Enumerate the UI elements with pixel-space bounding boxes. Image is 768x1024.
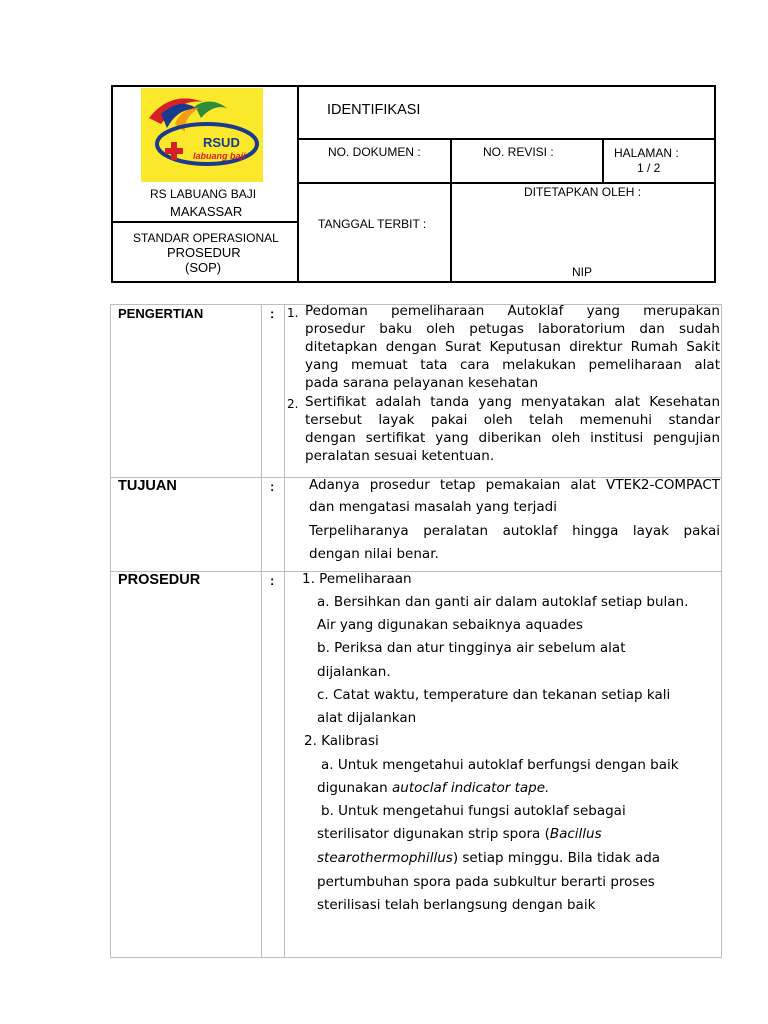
prosedur-colon: : (270, 573, 275, 588)
pengertian-item-1-line: prosedur baku oleh petugas laboratorium dan sudah (305, 321, 720, 337)
tanggal-terbit-label: TANGGAL TERBIT : (318, 217, 427, 231)
tujuan-line: dengan nilai benar. (309, 546, 439, 562)
hospital-logo (141, 88, 263, 182)
header-divider (297, 182, 716, 184)
pengertian-item-2-line: dengan sertifikat yang diberikan oleh institusi pengujian (305, 430, 720, 446)
pengertian-item-2-line: tersebut layak pakai oleh telah memenuhi standar (305, 412, 720, 428)
pengertian-item-1-line: yang memuat tata cara melakukan pemeliharaan alat (305, 357, 720, 373)
prosedur-text: sterilisator digunakan strip spora ( (317, 826, 550, 842)
pengertian-item-2-line: peralatan sesuai ketentuan. (305, 448, 495, 464)
header-divider (111, 221, 298, 223)
prosedur-italic-text: Bacillus (549, 826, 602, 842)
pengertian-item-2-line: Sertifikat adalah tanda yang menyatakan alat Kesehatan (305, 394, 720, 410)
logo-text-rsud: RSUD (203, 135, 240, 150)
tujuan-line: Adanya prosedur tetap pemakaian alat VTEK2-COMPACT (309, 477, 720, 493)
header-divider (450, 139, 452, 283)
prosedur-line (317, 780, 549, 796)
prosedur-label: PROSEDUR (118, 572, 201, 588)
list-number: 2. (287, 397, 299, 411)
table-divider (284, 304, 285, 958)
hospital-name: RS LABUANG BAJI (150, 187, 257, 201)
prosedur-line: a. Bersihkan dan ganti air dalam autoklaf setiap bulan. (317, 594, 689, 610)
halaman-label: HALAMAN : (614, 146, 679, 160)
nip-label: NIP (572, 265, 593, 279)
prosedur-line: sterilisasi telah berlangsung dengan baik (317, 897, 596, 913)
prosedur-italic-text: autoclaf indicator tape. (391, 780, 550, 796)
prosedur-line: alat dijalankan (317, 710, 417, 726)
prosedur-line: 2. Kalibrasi (304, 733, 379, 749)
hospital-city: MAKASSAR (170, 204, 243, 219)
pengertian-label: PENGERTIAN (118, 306, 204, 321)
header-divider (297, 138, 716, 140)
tujuan-colon: : (270, 479, 275, 494)
prosedur-text: ) setiap minggu. Bila tidak ada (452, 850, 661, 866)
prosedur-line: a. Untuk mengetahui autoklaf berfungsi dengan baik (321, 757, 679, 773)
prosedur-line: b. Periksa dan atur tingginya air sebelum alat (317, 640, 626, 656)
prosedur-line: pertumbuhan spora pada subkultur berarti proses (317, 874, 655, 890)
prosedur-line: dijalankan. (317, 664, 391, 680)
prosedur-line (317, 826, 602, 842)
prosedur-text: digunakan (317, 780, 392, 796)
sop-title-line1: STANDAR OPERASIONAL (133, 231, 279, 245)
sop-title-line2: PROSEDUR (167, 245, 241, 260)
ditetapkan-oleh-label: DITETAPKAN OLEH : (524, 185, 642, 199)
pengertian-item-1-line: ditetapkan dengan Surat Keputusan direktur Rumah Sakit (305, 339, 720, 355)
header-divider (602, 139, 604, 183)
header-divider (297, 85, 299, 283)
pengertian-item-1-line: pada sarana pelayanan kesehatan (305, 375, 538, 391)
prosedur-line: 1. Pemeliharaan (302, 571, 412, 587)
halaman-value: 1 / 2 (637, 161, 661, 175)
list-number: 1. (287, 306, 299, 320)
pengertian-item-1-line: Pedoman pemeliharaan Autoklaf yang merupakan (305, 303, 720, 319)
prosedur-italic-text: stearothermophillus (317, 850, 453, 866)
tujuan-line: Terpeliharanya peralatan autoklaf hingga layak pakai (309, 523, 720, 539)
table-divider (261, 304, 262, 958)
tujuan-label: TUJUAN (118, 478, 177, 494)
prosedur-line: Air yang digunakan sebaiknya aquades (317, 617, 583, 633)
no-dokumen-label: NO. DOKUMEN : (328, 145, 421, 159)
table-divider (110, 571, 722, 572)
no-revisi-label: NO. REVISI : (483, 145, 554, 159)
prosedur-line: b. Untuk mengetahui fungsi autoklaf sebagai (321, 803, 626, 819)
sop-title-line3: (SOP) (185, 260, 222, 275)
logo-text-name: labuang baji (193, 151, 246, 161)
prosedur-line (317, 850, 660, 866)
tujuan-line: dan mengatasi masalah yang terjadi (309, 499, 557, 515)
pengertian-colon: : (270, 306, 275, 321)
prosedur-line: c. Catat waktu, temperature dan tekanan setiap kali (317, 687, 671, 703)
identifikasi-label: IDENTIFIKASI (327, 102, 421, 118)
